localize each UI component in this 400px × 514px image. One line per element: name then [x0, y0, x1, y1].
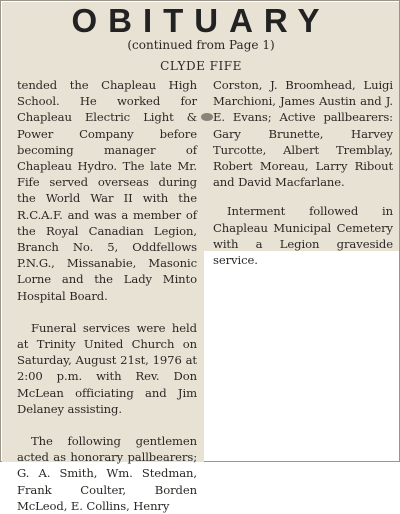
continued-note: (continued from Page 1): [127, 38, 275, 52]
deceased-name-byline: CLYDE FIFE: [160, 59, 242, 73]
left-column: [17, 77, 197, 514]
ink-smudge: [201, 113, 213, 121]
paragraph-pallbearers-continued: Corston, J. Broomhead, Luigi Marchioni, James Austin and J. E. Evans; Active pallbearers: Gary Brunette, Harvey Turcotte, Albert Tremblay, Robert Moreau, Larry Ribout and David Macfarlane.: [213, 78, 393, 190]
paragraph-interment: Interment followed in Chapleau Municipal Cemetery with a Legion graveside service.: [213, 204, 393, 268]
paragraph-funeral-services: Funeral services were held at Trinity United Church on Saturday, August 21st, 1976 at 2:00 p.m. with Rev. Don McLean officiating and Jim Delaney assisting.: [17, 320, 197, 416]
obituary-heading: OBITUARY: [71, 2, 331, 39]
right-column: [213, 77, 393, 284]
paragraph-honorary-pallbearers: The following gentlemen acted as honorary pallbearers; G. A. Smith, Wm. Stedman, Frank Coulter, Borden McLeod, E. Collins, Henry: [17, 434, 197, 513]
paragraph-biography: tended the Chapleau High School. He worked for Chapleau Electric Light & Power Company before becoming manager of Chapleau Hydro. The late Mr. Fife served overseas during the World War II with the R.C.A.F. and was a member of the Royal Canadian Legion, Branch No. 5, Oddfellows P.N.G., Missanabie, Masonic Lorne and the Lady Minto Hospital Board.: [17, 78, 197, 303]
